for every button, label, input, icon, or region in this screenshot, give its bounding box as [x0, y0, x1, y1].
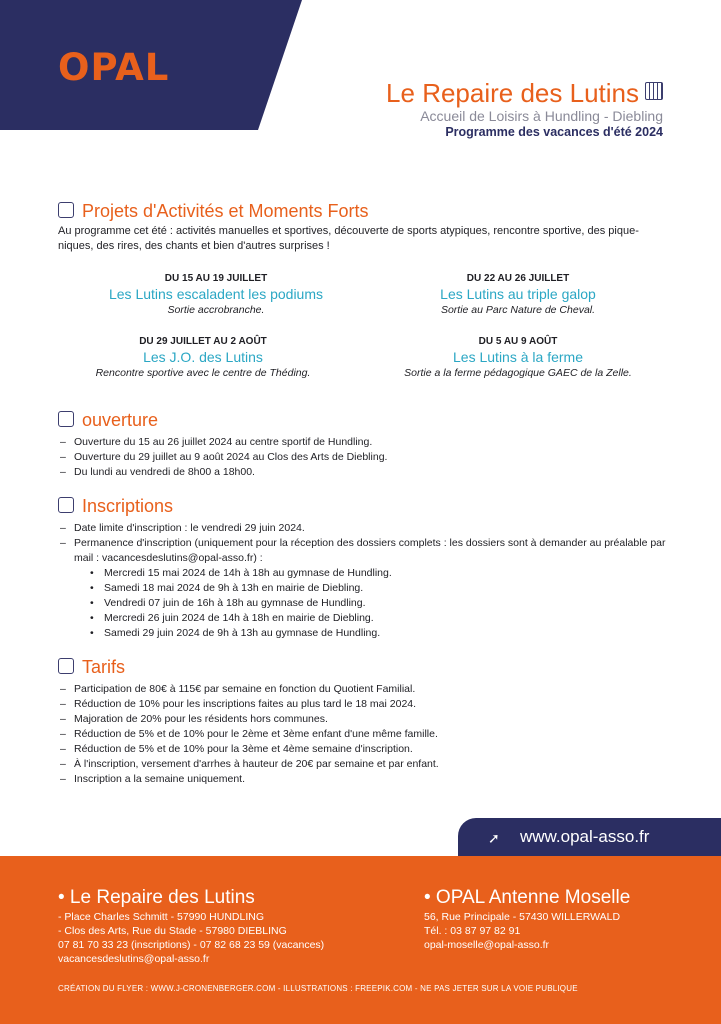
footer-credits: CRÉATION DU FLYER : WWW.J-CRONENBERGER.COM - ILLUSTRATIONS : FREEPIK.COM - NE PAS JETER SUR LA VOIE PUBLIQUE [58, 984, 578, 993]
activity-title: Les Lutins escaladent les podiums [108, 286, 324, 302]
activity-dates: DU 22 AU 26 JUILLET [466, 273, 570, 284]
session-item: • Samedi 18 mai 2024 de 9h à 13h en mairie de Diebling. [74, 581, 668, 596]
footer-title: • Le Repaire des Lutins [58, 887, 255, 908]
ouverture-list [58, 435, 668, 480]
footer-title: • OPAL Antenne Moselle [424, 887, 631, 908]
session-item: • Mercredi 15 mai 2024 de 14h à 18h au gymnase de Hundling. [74, 566, 668, 581]
list-item: – Ouverture du 29 juillet au 9 août 2024 au Clos des Arts de Diebling. [58, 450, 668, 465]
program-label: Programme des vacances d'été 2024 [445, 125, 663, 139]
list-item [58, 536, 668, 641]
inscriptions-list [58, 521, 668, 641]
activity-title: Les Lutins à la ferme [453, 349, 583, 365]
opal-logo: OPAL [58, 46, 170, 89]
list-item: – Réduction de 5% et de 10% pour la 3ème et 4ème semaine d'inscription. [58, 742, 668, 757]
activity-dates: DU 5 AU 9 AOÛT [478, 336, 558, 347]
website-bar [458, 818, 721, 856]
footer-contact-lutins [58, 886, 324, 966]
header-block [386, 78, 663, 140]
footer-contact-opal [424, 886, 630, 952]
activity-subtitle: Sortie a la ferme pédagogique GAEC de la Zelle. [404, 367, 632, 379]
section-title-inscriptions-text: Inscriptions [82, 496, 174, 516]
section-title-ouverture-text: ouverture [82, 410, 159, 430]
activity-card [63, 335, 343, 380]
section-title-inscriptions [58, 495, 173, 517]
activity-subtitle: Rencontre sportive avec le centre de Théding. [95, 367, 311, 379]
house-icon [58, 658, 74, 674]
list-item: – Date limite d'inscription : le vendredi 29 juin 2024. [58, 521, 668, 536]
calendar-icon [645, 82, 663, 100]
footer-email[interactable]: opal-moselle@opal-asso.fr [424, 939, 550, 951]
calendar-icon [58, 411, 74, 427]
list-item-text: Permanence d'inscription (uniquement pour la réception des dossiers complets : les dossiers sont à demander au préalable par mail : vacancesdeslutins@opal-asso.fr) : [74, 537, 666, 564]
footer-email[interactable]: vacancesdeslutins@opal-asso.fr [58, 953, 210, 965]
section-title-projets-text: Projets d'Activités et Moments Forts [82, 201, 369, 221]
section-title-tarifs [58, 656, 125, 678]
list-item: – Participation de 80€ à 115€ par semaine en fonction du Quotient Familial. [58, 682, 668, 697]
activity-card [378, 335, 658, 380]
list-item: – À l'inscription, versement d'arrhes à hauteur de 20€ par semaine et par enfant. [58, 757, 668, 772]
list-item: – Réduction de 10% pour les inscriptions faites au plus tard le 18 mai 2024. [58, 697, 668, 712]
tarifs-list [58, 682, 668, 787]
projets-intro: Au programme cet été : activités manuelles et sportives, découverte de sports atypiques, rencontre sportive, des pique-niques, des rires, des chants et bien d'autres surprises ! [58, 225, 639, 252]
activity-title: Les J.O. des Lutins [143, 349, 263, 365]
people-icon [58, 497, 74, 513]
section-title-ouverture [58, 409, 158, 431]
website-link[interactable]: www.opal-asso.fr [520, 827, 650, 846]
activity-card [378, 272, 658, 317]
footer-line: 07 81 70 33 23 (inscriptions) - 07 82 68 23 59 (vacances) [58, 939, 325, 951]
activity-subtitle: Sortie au Parc Nature de Cheval. [440, 304, 596, 316]
footer [0, 856, 721, 1024]
page-title [386, 78, 663, 108]
list-item: – Inscription a la semaine uniquement. [58, 772, 668, 787]
footer-line: 56, Rue Principale - 57430 WILLERWALD [424, 911, 621, 923]
cursor-icon: ➚ [488, 830, 500, 846]
crown-icon [58, 202, 74, 218]
page-subtitle: Accueil de Loisirs à Hundling - Diebling [420, 108, 663, 124]
session-item: • Mercredi 26 juin 2024 de 14h à 18h en mairie de Diebling. [74, 611, 668, 626]
activity-title: Les Lutins au triple galop [440, 286, 596, 302]
page-title-text: Le Repaire des Lutins [386, 78, 639, 108]
footer-line: - Clos des Arts, Rue du Stade - 57980 DIEBLING [58, 925, 287, 937]
footer-line: Tél. : 03 87 97 82 91 [424, 925, 521, 937]
section-title-projets [58, 200, 369, 222]
session-item: • Samedi 29 juin 2024 de 9h à 13h au gymnase de Hundling. [74, 626, 668, 641]
activity-card [76, 272, 356, 317]
list-item: – Réduction de 5% et de 10% pour le 2ème et 3ème enfant d'une même famille. [58, 727, 668, 742]
activity-dates: DU 15 AU 19 JUILLET [164, 273, 268, 284]
activity-subtitle: Sortie accrobranche. [167, 304, 265, 316]
activity-dates: DU 29 JUILLET AU 2 AOÛT [139, 336, 267, 347]
list-item: – Majoration de 20% pour les résidents hors communes. [58, 712, 668, 727]
section-title-tarifs-text: Tarifs [82, 657, 126, 677]
list-item: – Ouverture du 15 au 26 juillet 2024 au centre sportif de Hundling. [58, 435, 668, 450]
footer-line: - Place Charles Schmitt - 57990 HUNDLING [58, 911, 264, 923]
sessions-list [74, 566, 668, 641]
session-item: • Vendredi 07 juin de 16h à 18h au gymnase de Hundling. [74, 596, 668, 611]
list-item: – Du lundi au vendredi de 8h00 a 18h00. [58, 465, 668, 480]
